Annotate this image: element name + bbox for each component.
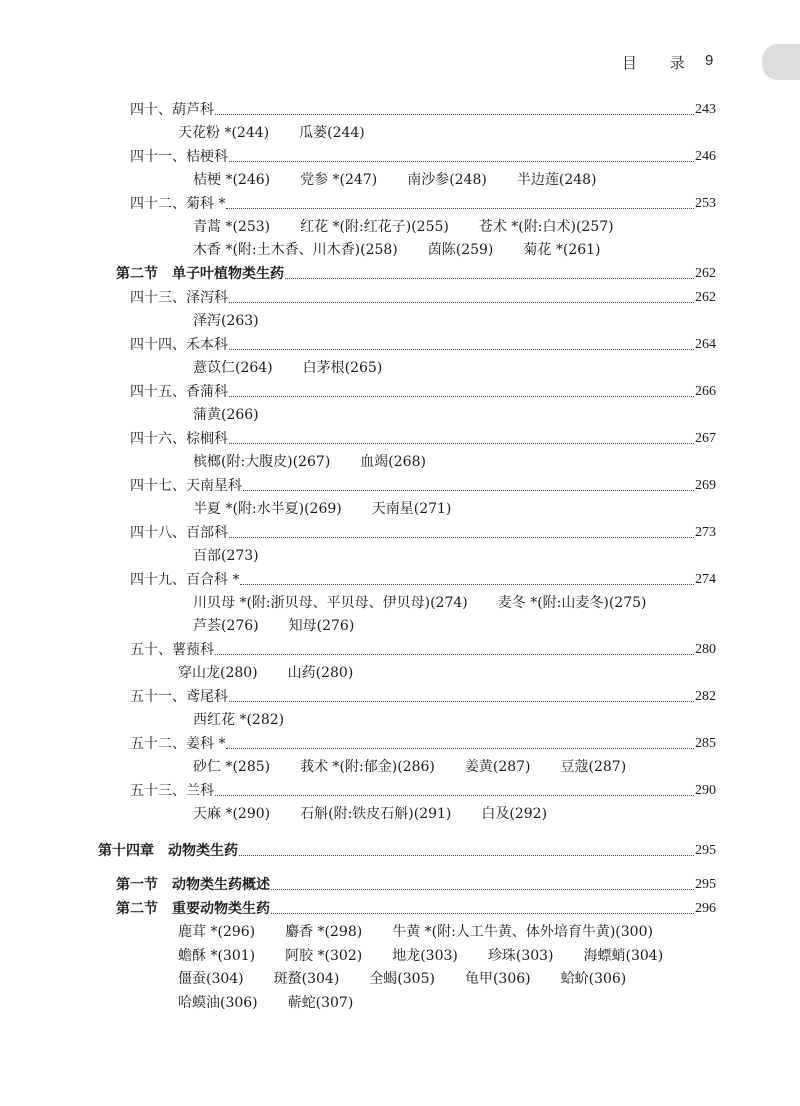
toc-entry-label: 四十四、禾本科 bbox=[130, 337, 228, 353]
toc-drug-list bbox=[193, 804, 716, 824]
toc-entry-label: 第十四章 动物类生药 bbox=[98, 843, 238, 859]
toc-drug-item[interactable]: 芦荟(276) bbox=[193, 618, 259, 634]
toc-drug-item[interactable]: 蕲蛇(307) bbox=[287, 995, 354, 1011]
toc-drug-item[interactable]: 斑蝥(304) bbox=[273, 971, 340, 987]
toc-page-number: 295 bbox=[695, 843, 716, 858]
toc-drug-item[interactable]: 山药(280) bbox=[287, 665, 354, 681]
toc-page-number: 267 bbox=[695, 431, 716, 446]
toc-family-entry[interactable] bbox=[130, 640, 716, 660]
toc-drug-item[interactable]: 苍术 *(附:白术)(257) bbox=[478, 219, 614, 235]
toc-drug-item[interactable]: 白及(292) bbox=[481, 806, 548, 822]
toc-page-number: 290 bbox=[695, 783, 716, 798]
dot-leader bbox=[285, 277, 694, 279]
dot-leader bbox=[240, 583, 694, 585]
toc-drug-item[interactable]: 龟甲(306) bbox=[464, 971, 531, 987]
toc-drug-list bbox=[193, 240, 716, 260]
toc-drug-item[interactable]: 党参 *(247) bbox=[300, 172, 378, 188]
toc-drug-item[interactable]: 红花 *(附:红花子)(255) bbox=[300, 219, 449, 235]
toc-drug-item[interactable]: 鹿茸 *(296) bbox=[178, 924, 256, 940]
toc-entry-label: 第二节 单子叶植物类生药 bbox=[116, 266, 284, 282]
dot-leader bbox=[229, 160, 694, 162]
dot-leader bbox=[229, 395, 694, 397]
toc-drug-item[interactable]: 石斛(附:铁皮石斛)(291) bbox=[300, 806, 452, 822]
toc-entry-label: 四十九、百合科 * bbox=[130, 572, 240, 588]
toc-entry-label: 四十五、香蒲科 bbox=[130, 384, 228, 400]
toc-drug-list bbox=[193, 170, 716, 190]
toc-drug-list bbox=[193, 593, 716, 613]
toc-drug-item[interactable]: 瓜蒌(244) bbox=[299, 125, 365, 141]
toc-drug-item[interactable]: 穿山龙(280) bbox=[178, 665, 258, 681]
toc-family-entry[interactable] bbox=[130, 100, 716, 120]
toc-drug-item[interactable]: 麦冬 *(附:山麦冬)(275) bbox=[497, 595, 647, 611]
toc-entry-label: 四十七、天南星科 bbox=[130, 478, 242, 494]
toc-drug-item[interactable]: 蟾酥 *(301) bbox=[178, 948, 256, 964]
toc-family-entry[interactable] bbox=[130, 429, 716, 449]
toc-family-entry[interactable] bbox=[130, 382, 716, 402]
toc-family-entry[interactable] bbox=[130, 523, 716, 543]
toc-section-entry[interactable] bbox=[116, 899, 716, 919]
dot-leader bbox=[229, 536, 694, 538]
toc-drug-list bbox=[193, 710, 716, 730]
toc-drug-list bbox=[193, 358, 716, 378]
toc-drug-item[interactable]: 全蝎(305) bbox=[369, 971, 435, 987]
toc-entry-label: 第一节 动物类生药概述 bbox=[116, 877, 270, 893]
toc-drug-item[interactable]: 蛤蚧(306) bbox=[560, 971, 627, 987]
toc-page-number: 264 bbox=[695, 337, 716, 352]
toc-drug-item[interactable]: 海螵蛸(304) bbox=[583, 948, 664, 964]
toc-family-entry[interactable] bbox=[130, 194, 716, 214]
toc-drug-list bbox=[193, 452, 716, 472]
toc-page-number: 295 bbox=[695, 877, 716, 892]
toc-drug-list bbox=[178, 969, 716, 989]
dot-leader bbox=[229, 700, 694, 702]
toc-drug-item[interactable]: 天麻 *(290) bbox=[193, 806, 271, 822]
toc-drug-list bbox=[193, 217, 716, 237]
toc-drug-list bbox=[193, 311, 716, 331]
toc-drug-item[interactable]: 珍珠(303) bbox=[487, 948, 554, 964]
toc-page-number: 273 bbox=[695, 525, 716, 540]
toc-family-entry[interactable] bbox=[130, 288, 716, 308]
toc-drug-item[interactable]: 蒲黄(266) bbox=[193, 407, 259, 423]
toc-drug-item[interactable]: 半边莲(248) bbox=[516, 172, 597, 188]
dot-leader bbox=[226, 207, 694, 209]
toc-family-entry[interactable] bbox=[130, 335, 716, 355]
toc-section-entry[interactable] bbox=[116, 875, 716, 895]
toc-drug-list bbox=[193, 757, 716, 777]
toc-family-entry[interactable] bbox=[130, 476, 716, 496]
toc-entry-label: 五十一、鸢尾科 bbox=[130, 689, 228, 705]
toc-entry-label: 四十六、棕榈科 bbox=[130, 431, 228, 447]
page-edge-tab bbox=[762, 44, 800, 80]
toc-family-entry[interactable] bbox=[130, 687, 716, 707]
toc-entry-label: 四十一、桔梗科 bbox=[130, 149, 228, 165]
toc-drug-item[interactable]: 茵陈(259) bbox=[427, 242, 494, 258]
toc-page-number: 243 bbox=[695, 102, 716, 117]
toc-entry-label: 五十、薯蓣科 bbox=[130, 642, 214, 658]
dot-leader bbox=[243, 489, 694, 491]
dot-leader bbox=[229, 301, 694, 303]
toc-page-number: 269 bbox=[695, 478, 716, 493]
toc-drug-item[interactable]: 哈蟆油(306) bbox=[178, 995, 258, 1011]
toc-drug-item[interactable]: 血竭(268) bbox=[360, 454, 426, 470]
toc-entry-label: 第二节 重要动物类生药 bbox=[116, 901, 270, 917]
dot-leader bbox=[215, 113, 694, 115]
toc-family-entry[interactable] bbox=[130, 734, 716, 754]
toc-page-number: 246 bbox=[695, 149, 716, 164]
toc-drug-list bbox=[178, 922, 716, 942]
toc-entry-label: 五十三、兰科 bbox=[130, 783, 214, 799]
toc-drug-item[interactable]: 阿胶 *(302) bbox=[285, 948, 363, 964]
toc-drug-item[interactable]: 豆蔻(287) bbox=[560, 759, 627, 775]
toc-drug-item[interactable]: 僵蚕(304) bbox=[178, 971, 244, 987]
toc-drug-item[interactable]: 百部(273) bbox=[193, 548, 259, 564]
toc-family-entry[interactable] bbox=[130, 147, 716, 167]
dot-leader bbox=[229, 348, 694, 350]
toc-section-entry[interactable] bbox=[98, 841, 716, 861]
toc-drug-item[interactable]: 牛黄 *(附:人工牛黄、体外培育牛黄)(300) bbox=[392, 924, 653, 940]
dot-leader bbox=[239, 854, 694, 856]
toc-drug-item[interactable]: 菊花 *(261) bbox=[523, 242, 601, 258]
dot-leader bbox=[215, 794, 694, 796]
toc-page-number: 282 bbox=[695, 689, 716, 704]
toc-drug-item[interactable]: 半夏 *(附:水半夏)(269) bbox=[193, 501, 342, 517]
toc-page-number: 266 bbox=[695, 384, 716, 399]
dot-leader bbox=[229, 442, 694, 444]
dot-leader bbox=[271, 912, 694, 914]
toc-drug-item[interactable]: 薏苡仁(264) bbox=[193, 360, 273, 376]
toc-drug-list bbox=[193, 499, 716, 519]
toc-drug-item[interactable]: 青蒿 *(253) bbox=[193, 219, 271, 235]
toc-drug-item[interactable]: 莪术 *(附:郁金)(286) bbox=[300, 759, 435, 775]
toc-drug-item[interactable]: 知母(276) bbox=[288, 618, 355, 634]
toc-page-number: 296 bbox=[695, 901, 716, 916]
toc-drug-list bbox=[178, 946, 716, 966]
toc-drug-item[interactable]: 木香 *(附:土木香、川木香)(258) bbox=[193, 242, 398, 258]
toc-page-number: 274 bbox=[695, 572, 716, 587]
toc-entry-label: 四十八、百部科 bbox=[130, 525, 228, 541]
toc-drug-list bbox=[193, 616, 716, 636]
toc-page-number: 285 bbox=[695, 736, 716, 751]
toc-drug-item[interactable]: 天花粉 *(244) bbox=[178, 125, 270, 141]
toc-family-entry[interactable] bbox=[130, 781, 716, 801]
toc-page-number: 280 bbox=[695, 642, 716, 657]
toc-drug-item[interactable]: 地龙(303) bbox=[392, 948, 458, 964]
toc-page-number: 262 bbox=[695, 266, 716, 281]
dot-leader bbox=[226, 747, 694, 749]
dot-leader bbox=[271, 888, 694, 890]
toc-drug-item[interactable]: 麝香 *(298) bbox=[285, 924, 363, 940]
toc-drug-item[interactable]: 姜黄(287) bbox=[464, 759, 531, 775]
toc-drug-item[interactable]: 砂仁 *(285) bbox=[193, 759, 271, 775]
toc-section-entry[interactable] bbox=[116, 264, 716, 284]
page-number: 9 bbox=[705, 52, 714, 69]
toc-drug-list bbox=[193, 405, 716, 425]
dot-leader bbox=[215, 653, 694, 655]
toc-drug-list bbox=[193, 546, 716, 566]
toc-entry-label: 四十三、泽泻科 bbox=[130, 290, 228, 306]
toc-drug-list bbox=[178, 993, 716, 1013]
toc-drug-item[interactable]: 泽泻(263) bbox=[193, 313, 259, 329]
toc-drug-item[interactable]: 西红花 *(282) bbox=[193, 712, 285, 728]
toc-drug-item[interactable]: 槟榔(附:大腹皮)(267) bbox=[193, 454, 331, 470]
toc-drug-list bbox=[178, 663, 716, 683]
running-header-title: 目 录 bbox=[622, 54, 699, 72]
toc-page-number: 262 bbox=[695, 290, 716, 305]
toc-page-number: 253 bbox=[695, 196, 716, 211]
toc-drug-item[interactable]: 天南星(271) bbox=[371, 501, 452, 517]
toc-drug-item[interactable]: 南沙参(248) bbox=[407, 172, 487, 188]
toc-entry-label: 五十二、姜科 * bbox=[130, 736, 226, 752]
toc-entry-label: 四十、葫芦科 bbox=[130, 102, 214, 118]
toc-entry-label: 四十二、菊科 * bbox=[130, 196, 226, 212]
toc-drug-item[interactable]: 桔梗 *(246) bbox=[193, 172, 271, 188]
toc-drug-list bbox=[178, 123, 716, 143]
toc-drug-item[interactable]: 川贝母 *(附:浙贝母、平贝母、伊贝母)(274) bbox=[193, 595, 468, 611]
toc-drug-item[interactable]: 白茅根(265) bbox=[302, 360, 383, 376]
toc-family-entry[interactable] bbox=[130, 570, 716, 590]
